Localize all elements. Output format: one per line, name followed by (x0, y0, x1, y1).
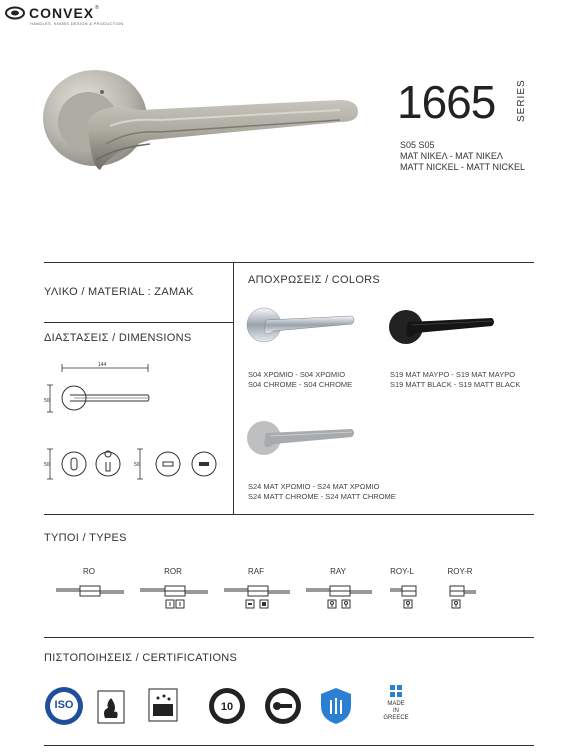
color-black-gr: S19 ΜΑΤ ΜΑΥΡΟ - S19 ΜΑΤ ΜΑΥΡΟ (390, 370, 516, 379)
finish-english: MATT NICKEL - MATT NICKEL (400, 162, 526, 172)
colors-title: ΑΠΟΧΡΩΣΕΙΣ / COLORS (248, 274, 381, 286)
dim-length-value: 144 (98, 362, 107, 368)
type-label-roy-l: ROY-L (390, 567, 414, 576)
type-diagram-roy-r (450, 586, 476, 608)
convex-logo-icon (5, 6, 25, 20)
iso-badge-icon (44, 686, 84, 726)
type-diagram-roy-l (390, 586, 416, 608)
handle-test-icon (264, 687, 302, 725)
type-diagram-ro (56, 586, 124, 596)
divider-top (44, 262, 534, 263)
divider-bottom (44, 745, 534, 746)
dimensions-title: ΔΙΑΣΤΑΣΕΙΣ / DIMENSIONS (44, 332, 192, 344)
color-black-en: S19 MATT BLACK - S19 MATT BLACK (390, 380, 521, 389)
corrosion-test-icon (148, 688, 178, 722)
finish-greek: ΜΑΤ ΝΙΚΕΛ - ΜΑΤ ΝΙΚΕΛ (400, 151, 503, 161)
divider-types (44, 637, 534, 638)
finish-code: S05 S05 (400, 140, 435, 150)
brand-logo (5, 5, 145, 27)
type-diagram-ray (306, 586, 372, 608)
dimension-drawing-handle (44, 360, 164, 420)
model-number: 1665 (397, 76, 496, 128)
antibacterial-shield-icon (319, 686, 353, 726)
types-title: ΤΥΠΟΙ / TYPES (44, 532, 127, 544)
hero-handle-image (40, 60, 370, 200)
color-chrome-gr: S04 ΧΡΩΜΙΟ - S04 ΧΡΩΜΙΟ (248, 370, 346, 379)
iso-label: ISO (54, 699, 74, 711)
types-diagrams (50, 580, 500, 615)
series-label: SERIES (516, 79, 527, 122)
made-in-line1: MADE (387, 701, 405, 707)
made-in-line2: IN (393, 708, 399, 714)
color-chrome-en: S04 CHROME - S04 CHROME (248, 380, 353, 389)
divider-vertical (233, 262, 234, 514)
type-diagram-ror (140, 586, 208, 608)
type-label-ray: RAY (330, 567, 346, 576)
divider-mid (44, 514, 534, 515)
type-label-ro: RO (83, 567, 95, 576)
dim-rose-value: 50 (44, 398, 50, 404)
type-label-ror: ROR (164, 567, 182, 576)
made-in-greece-icon (390, 685, 402, 697)
brand-registered: ® (95, 5, 99, 11)
warranty-10-years-icon (208, 687, 246, 725)
color-matt-chrome-en: S24 MATT CHROME - S24 MATT CHROME (248, 492, 396, 501)
fire-rating-icon (97, 690, 125, 724)
type-label-raf: RAF (248, 567, 264, 576)
brand-tagline: HANDLES, KNOBS DESIGN & PRODUCTION (30, 21, 124, 26)
type-diagram-raf (224, 586, 290, 608)
color-swatch-chrome (246, 305, 358, 345)
dim-esc-value-1: 50 (44, 462, 50, 468)
dim-esc-value-2: 50 (134, 462, 140, 468)
svg-text:10: 10 (220, 701, 234, 713)
made-in-line3: GREECE (383, 715, 409, 721)
color-swatch-black (388, 305, 498, 350)
type-label-roy-r: ROY-R (447, 567, 473, 576)
color-matt-chrome-gr: S24 ΜΑΤ ΧΡΩΜΙΟ - S24 ΜΑΤ ΧΡΩΜΙΟ (248, 482, 380, 491)
material-label: ΥΛΙΚΟ / MATERIAL : ZAMAK (44, 286, 194, 298)
color-swatch-matt-chrome (246, 418, 358, 458)
divider-material (44, 322, 233, 323)
brand-name: CONVEX (29, 5, 95, 21)
certifications-title: ΠΙΣΤΟΠΟΙΗΣΕΙΣ / CERTIFICATIONS (44, 652, 238, 664)
